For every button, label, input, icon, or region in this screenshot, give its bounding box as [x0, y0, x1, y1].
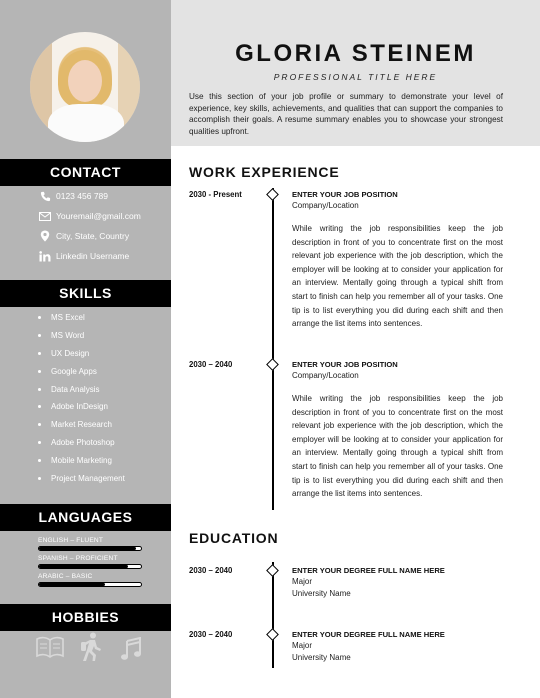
phone-text: 0123 456 789	[56, 191, 108, 201]
language-arabic	[38, 573, 142, 587]
contact-location	[39, 229, 129, 243]
education-entry	[292, 565, 503, 600]
list-item: Mobile Marketing	[38, 451, 168, 469]
contact-email	[39, 209, 141, 223]
language-level-bar	[38, 546, 142, 551]
language-level-bar	[38, 564, 142, 569]
major: Major	[292, 641, 313, 650]
job-position: ENTER YOUR JOB POSITION	[292, 360, 398, 369]
list-item: Adobe Photoshop	[38, 434, 168, 452]
work-date: 2030 - Present	[189, 190, 242, 199]
timeline-marker	[266, 564, 279, 577]
list-item: MS Excel	[38, 309, 168, 327]
education-date: 2030 – 2040	[189, 566, 233, 575]
contact-phone	[39, 189, 108, 203]
timeline-marker	[266, 188, 279, 201]
location-icon	[39, 230, 51, 242]
university-name: University Name	[292, 653, 351, 662]
skills-heading: SKILLS	[0, 280, 171, 307]
linkedin-text: Linkedin Username	[56, 251, 130, 261]
contact-heading: CONTACT	[0, 159, 171, 186]
person-name: GLORIA STEINEM	[235, 40, 476, 67]
work-experience-heading: WORK EXPERIENCE	[189, 164, 340, 180]
skills-list	[38, 309, 168, 487]
list-item: Adobe InDesign	[38, 398, 168, 416]
list-item: UX Design	[38, 345, 168, 363]
language-label: ARABIC – BASIC	[38, 573, 93, 580]
professional-title: PROFESSIONAL TITLE HERE	[273, 72, 438, 82]
company-location: Company/Location	[292, 201, 359, 210]
job-description: While writing the job responsibilities keep the job description in front of you to concentrate first on the most relevant job experience with the job description, which the employer will be looking at to consider your application for an interview. Mentally going through a typical shift from start to finish can help you remember all of your tasks. One tip is to list everything you did during each shift and then arrange the list items into sentences.	[292, 224, 503, 329]
book-icon	[36, 636, 64, 663]
list-item: Google Apps	[38, 362, 168, 380]
mail-icon	[39, 210, 51, 222]
timeline-marker	[266, 358, 279, 371]
work-entry	[292, 359, 503, 501]
music-icon	[120, 637, 142, 666]
list-item: Project Management	[38, 469, 168, 487]
work-entry	[292, 189, 503, 331]
education-entry	[292, 629, 503, 664]
work-timeline	[272, 188, 274, 510]
languages-heading: LANGUAGES	[0, 504, 171, 531]
degree-name: ENTER YOUR DEGREE FULL NAME HERE	[292, 566, 445, 575]
language-label: ENGLISH – FLUENT	[38, 537, 104, 544]
hobbies-heading: HOBBIES	[0, 604, 171, 631]
language-spanish	[38, 555, 142, 569]
phone-icon	[39, 190, 51, 202]
degree-name: ENTER YOUR DEGREE FULL NAME HERE	[292, 630, 445, 639]
list-item: MS Word	[38, 327, 168, 345]
language-label: SPANISH – PROFICIENT	[38, 555, 118, 562]
profile-photo	[30, 32, 140, 142]
education-date: 2030 – 2040	[189, 630, 233, 639]
work-date: 2030 – 2040	[189, 360, 233, 369]
job-position: ENTER YOUR JOB POSITION	[292, 190, 398, 199]
linkedin-icon	[39, 250, 51, 262]
timeline-marker	[266, 628, 279, 641]
location-text: City, State, Country	[56, 231, 130, 241]
list-item: Market Research	[38, 416, 168, 434]
job-description: While writing the job responsibilities keep the job description in front of you to concentrate first on the most relevant job experience with the job description, which the employer will be looking at to consider your application for an interview. Mentally going through a typical shift from start to finish can help you remember all of your tasks. One tip is to list everything you did during each shift and then arrange the list items into sentences.	[292, 394, 503, 499]
university-name: University Name	[292, 589, 351, 598]
profile-summary: Use this section of your job profile or summary to demonstrate your level of experience, key skills, achievements, and qualities that can support the companies to accomplish their goals. A resume summary enables you to showcase your strongest qualities upfront.	[189, 92, 503, 136]
major: Major	[292, 577, 313, 586]
language-english	[38, 537, 142, 551]
company-location: Company/Location	[292, 371, 359, 380]
education-heading: EDUCATION	[189, 530, 279, 546]
email-text: Youremail@gmail.com	[56, 211, 141, 221]
education-timeline	[272, 562, 274, 668]
contact-linkedin	[39, 249, 129, 263]
hiking-icon	[80, 632, 104, 667]
list-item: Data Analysis	[38, 380, 168, 398]
language-level-bar	[38, 582, 142, 587]
